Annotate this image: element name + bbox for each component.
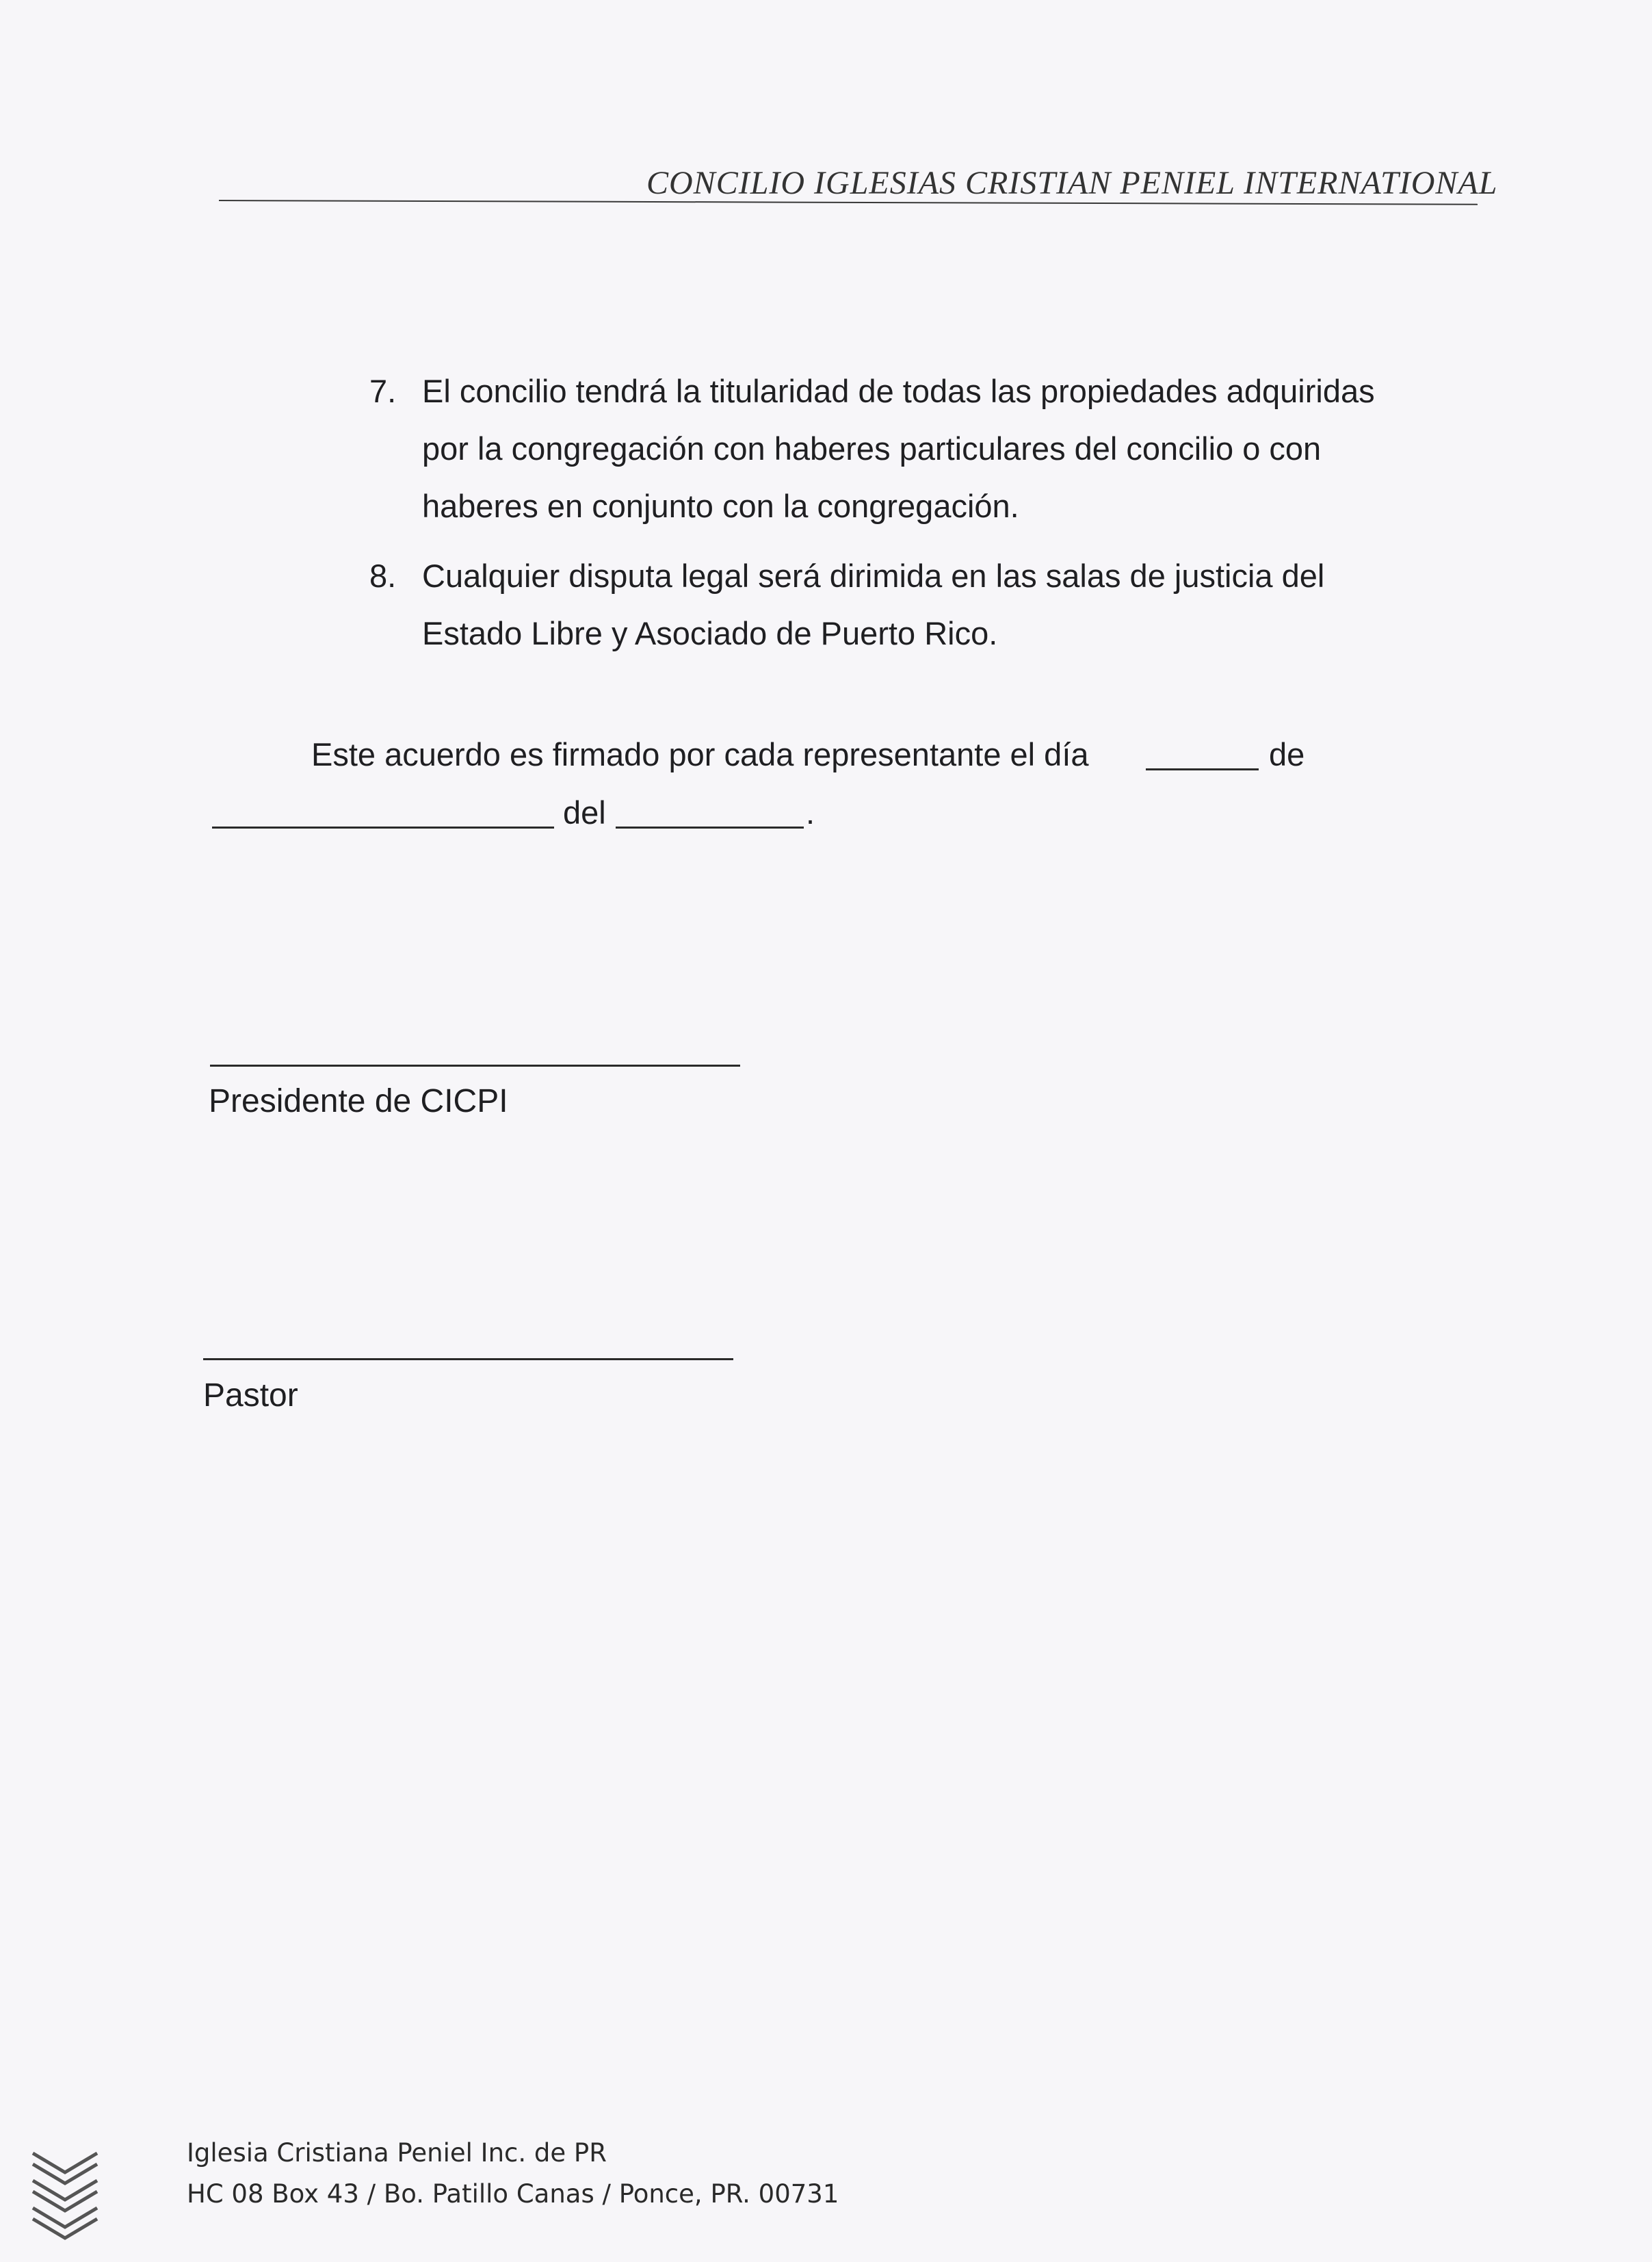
clause-line: Estado Libre y Asociado de Puerto Rico.: [422, 615, 998, 651]
clause-line: Cualquier disputa legal será dirimida en las salas de justicia del: [422, 558, 1325, 594]
footer-address: HC 08 Box 43 / Bo. Patillo Canas / Ponce, PR. 00731: [187, 2179, 839, 2209]
word-del: del: [563, 794, 606, 831]
clause-number: 7.: [369, 373, 397, 409]
end-punctuation: .: [806, 794, 815, 831]
pastor-signature-label: Pastor: [203, 1377, 298, 1414]
clause-line: haberes en conjunto con la congregación.: [422, 488, 1019, 524]
president-signature-label: Presidente de CICPI: [209, 1083, 508, 1119]
day-blank[interactable]: [1146, 738, 1259, 770]
signing-text: Este acuerdo es firmado por cada representante el día: [311, 736, 1089, 772]
word-de: de: [1269, 736, 1305, 772]
clause-line: por la congregación con haberes particulares del concilio o con: [422, 430, 1322, 467]
header-title: CONCILIO IGLESIAS CRISTIAN PENIEL INTERNATIONAL: [646, 165, 1498, 201]
clause-line: El concilio tendrá la titularidad de todas las propiedades adquiridas: [422, 373, 1375, 409]
footer-org-name: Iglesia Cristiana Peniel Inc. de PR: [187, 2138, 607, 2168]
pastor-signature-line[interactable]: [203, 1358, 733, 1360]
year-blank[interactable]: [616, 796, 804, 829]
month-blank[interactable]: [212, 796, 554, 829]
president-signature-line[interactable]: [210, 1065, 740, 1067]
clause-number: 8.: [369, 558, 397, 594]
chevron-logo-icon: [27, 2145, 103, 2241]
